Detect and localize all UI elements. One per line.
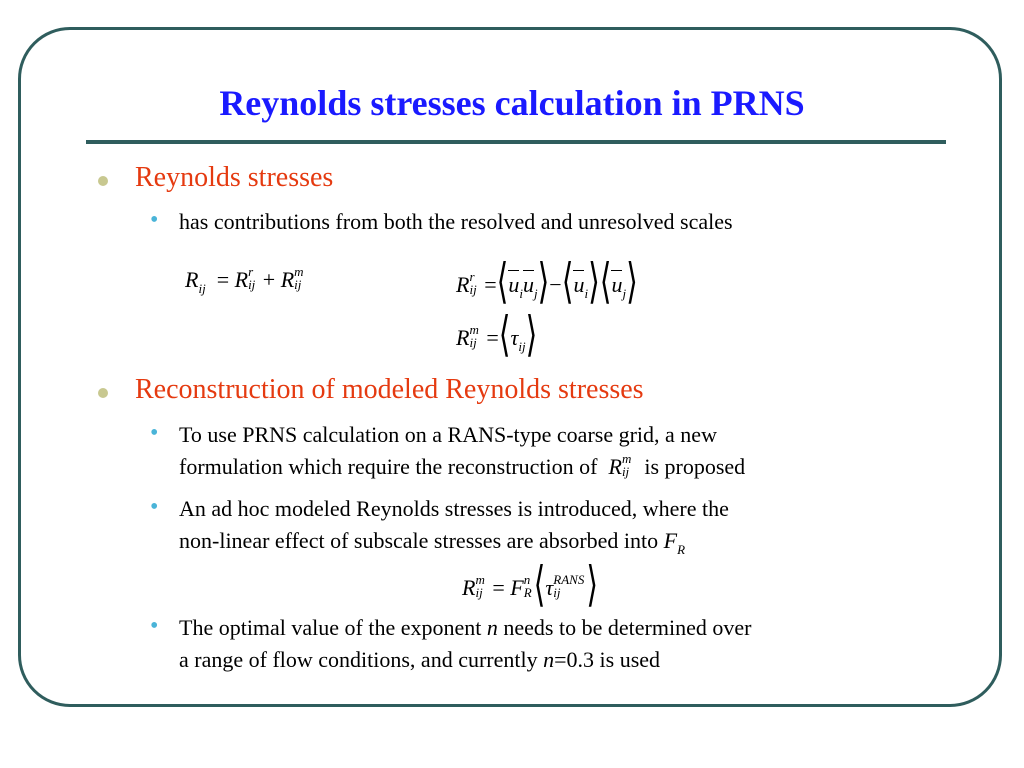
- sub-bullet-icon: •: [150, 494, 159, 520]
- bullet-dot: [98, 388, 108, 398]
- section2-point1: [179, 419, 939, 483]
- equation-modeled-stress: R m ij $=⟨\tau_{ij}⟩$: [456, 309, 538, 362]
- point1-line1: To use PRNS calculation on a RANS-type coarse grid, a new: [179, 422, 717, 447]
- section2-heading: Reconstruction of modeled Reynolds stresses: [135, 374, 644, 405]
- section2-point2: [179, 493, 939, 560]
- slide-title: Reynolds stresses calculation in PRNS: [219, 83, 805, 123]
- equation-reynolds-sum: $R_{ij} = R$ r ij + R m ij: [185, 264, 304, 296]
- point1-line2: formulation which require the reconstruction of R m ij is proposed: [179, 451, 746, 479]
- point3-line1: The optimal value of the exponent n needs to be determined over: [179, 615, 752, 640]
- equation-fr-model: R m ij = F n R ⟨τ RANS ij ⟩: [462, 559, 599, 612]
- bullet-dot: [98, 176, 108, 186]
- sub-bullet-icon: •: [150, 207, 159, 233]
- point3-line2: a range of flow conditions, and currently n=0.3 is used: [179, 647, 661, 672]
- section1-heading: Reynolds stresses: [135, 162, 334, 193]
- equation-resolved-stress: R r ij $=⟨u_iu_j⟩-⟨u_i⟩⟨u_j⟩$: [456, 256, 638, 309]
- section1-point: has contributions from both the resolved and unresolved scales: [179, 209, 733, 234]
- sub-bullet-icon: •: [150, 420, 159, 446]
- section2-point3: [179, 612, 939, 676]
- point2-line1: An ad hoc modeled Reynolds stresses is introduced, where the: [179, 496, 729, 521]
- sub-bullet-icon: •: [150, 613, 159, 639]
- title-divider: [86, 140, 946, 144]
- slide-frame: [18, 27, 1002, 707]
- point2-line2: non-linear effect of subscale stresses are absorbed into $F_R$: [179, 528, 686, 557]
